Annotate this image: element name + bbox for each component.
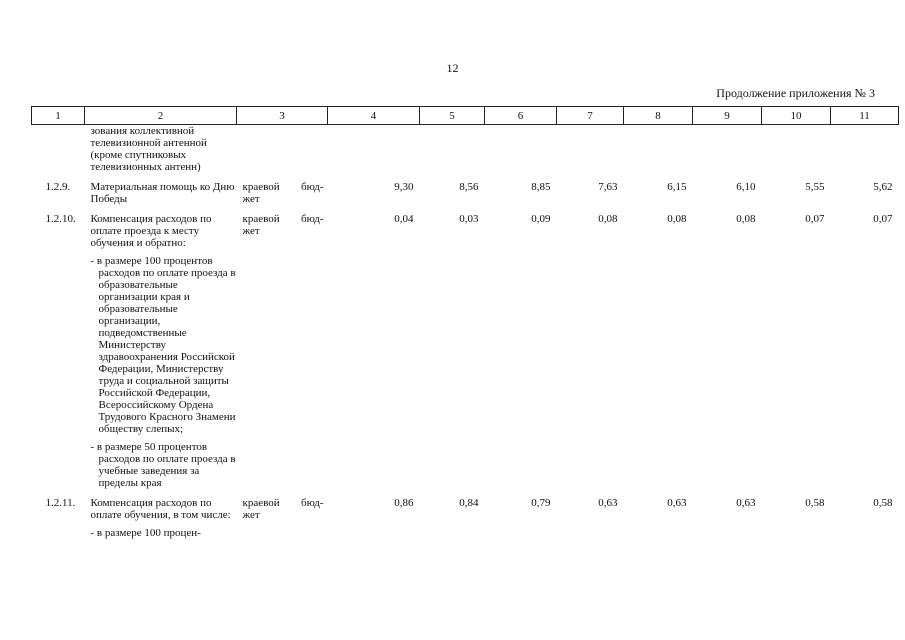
value-cell: 0,07: [873, 213, 893, 225]
value-cell: 0,58: [805, 497, 825, 509]
column-header: 10: [762, 107, 831, 125]
table-row: [32, 181, 899, 205]
page-number: 12: [446, 61, 459, 75]
column-header: 2: [85, 107, 237, 125]
value-cell: 0,07: [805, 213, 825, 225]
value-cell: 5,62: [873, 181, 893, 193]
value-cell: 0,63: [598, 497, 618, 509]
value-cell: 7,63: [598, 181, 618, 193]
column-header: 7: [557, 107, 624, 125]
value-cell: 9,30: [394, 181, 414, 193]
value-cell: 0,63: [667, 497, 687, 509]
row-code: 1.2.10.: [45, 213, 76, 225]
value-cell: 0,09: [531, 213, 551, 225]
value-cell: 0,08: [667, 213, 687, 225]
table-row: [32, 213, 899, 489]
value-cell: 0,04: [394, 213, 414, 225]
value-cell: 0,84: [459, 497, 479, 509]
row-name: Компенсация расходов по оплате обучения, в том числе: - в размере 100 процен-: [85, 497, 237, 539]
table-row: [32, 125, 899, 174]
table-header-row: [32, 107, 899, 125]
column-header: 11: [831, 107, 899, 125]
column-header: 4: [328, 107, 420, 125]
row-code: 1.2.11.: [45, 497, 76, 509]
value-cell: 0,08: [598, 213, 618, 225]
value-cell: 0,79: [531, 497, 551, 509]
row-subitem: - в размере 100 процен-: [90, 527, 201, 539]
value-cell: 6,15: [667, 181, 687, 193]
row-subitem: - в размере 50 процентов расходов по оплате проезда в учебные заведения за пределы края: [90, 441, 236, 489]
value-cell: 6,10: [736, 181, 756, 193]
value-cell: 8,56: [459, 181, 479, 193]
column-header: 5: [420, 107, 485, 125]
row-name: Компенсация расходов по оплате проезда к месту обучения и обратно: - в размере 100 процентов расходов по оплате проезда в образовательные организации края и образовательные организации, подведомственные Министерству здравоохранения Российской Федерации, Министерству труда и социальной защиты Российской Федерации, Всероссийскому Ордена Трудового Красного Знамени обществу слепых; - в размере 50 процентов расходов по оплате проезда в учебные заведения за пределы края: [90, 213, 236, 489]
column-header: 1: [32, 107, 85, 125]
value-cell: 0,86: [394, 497, 414, 509]
row-source: краевой бюд- жет: [242, 497, 324, 521]
value-cell: 5,55: [805, 181, 825, 193]
budget-table: [31, 106, 899, 539]
column-header: 9: [693, 107, 762, 125]
value-cell: 0,63: [736, 497, 756, 509]
row-source: краевой бюд- жет: [242, 181, 324, 205]
row-name: Материальная помощь ко Дню Победы: [90, 181, 235, 205]
row-name: зования коллективной телевизионной антенной (кроме спутниковых телевизионных антенн): [90, 125, 207, 173]
column-header: 3: [237, 107, 328, 125]
continuation-label: Продолжение приложения № 3: [716, 86, 875, 100]
row-subitem: - в размере 100 процентов расходов по оплате проезда в образовательные организации края и образовательные организации, подведомственные Министерству здравоохранения Российской Федерации, Министерству труда и социальной защиты Российской Федерации, Всероссийскому Ордена Трудового Красного Знамени обществу слепых;: [90, 255, 236, 435]
row-source: краевой бюд- жет: [242, 213, 324, 237]
table-row: [32, 497, 899, 539]
row-code: 1.2.9.: [45, 181, 71, 193]
column-header: 6: [485, 107, 557, 125]
value-cell: 8,85: [531, 181, 551, 193]
value-cell: 0,03: [459, 213, 479, 225]
value-cell: 0,08: [736, 213, 756, 225]
column-header: 8: [624, 107, 693, 125]
value-cell: 0,58: [873, 497, 893, 509]
